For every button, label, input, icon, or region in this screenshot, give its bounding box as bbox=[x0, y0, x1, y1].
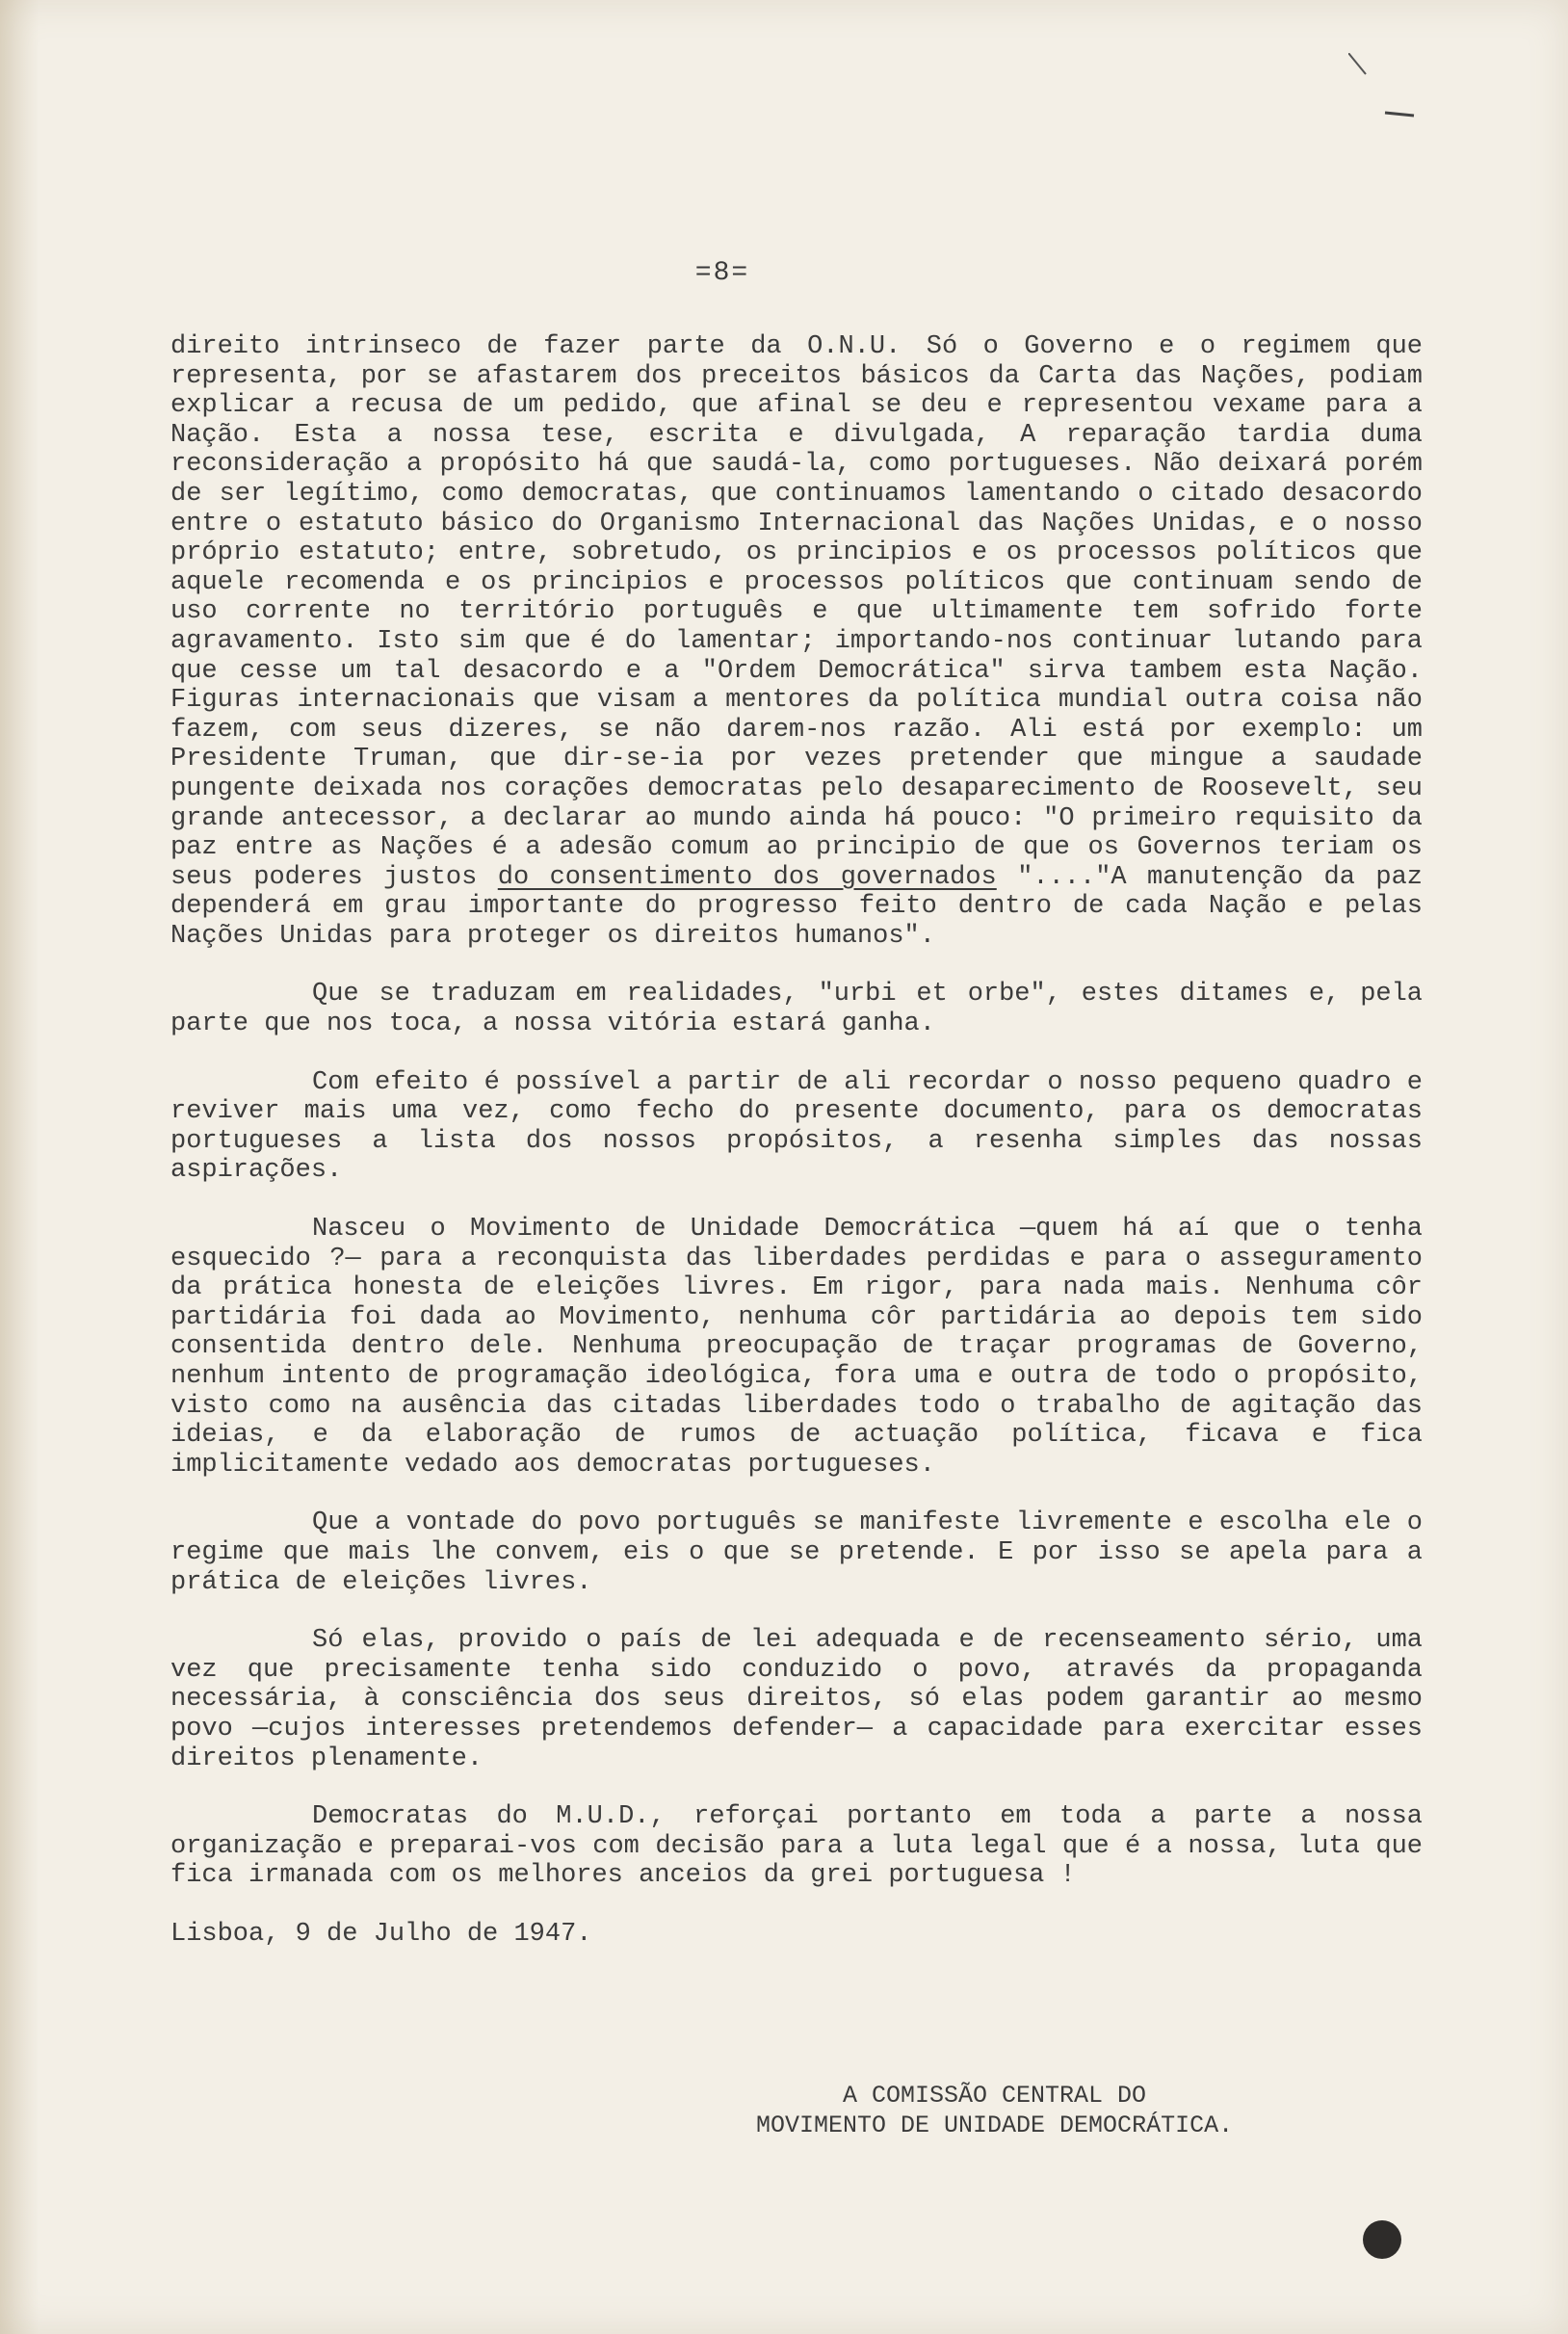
date-line: Lisboa, 9 de Julho de 1947. bbox=[170, 1919, 592, 1949]
page-number: =8= bbox=[694, 258, 750, 288]
signature-line-1: A COMISSÃO CENTRAL DO bbox=[843, 2082, 1147, 2110]
paper-edge-shadow bbox=[0, 0, 39, 2334]
signature-line-2: MOVIMENTO DE UNIDADE DEMOCRÁTICA. bbox=[756, 2111, 1234, 2139]
punch-hole-icon bbox=[1363, 2220, 1401, 2259]
pencil-mark-icon bbox=[1348, 53, 1416, 120]
paragraph-1-start: direito intrinseco de fazer parte da O.N.U. Só o Governo e o regimem que representa, por se afastarem dos preceitos básicos da Carta das Nações, podiam explicar a recusa de um pedido, que afinal se deu e representou vexame para a Nação. Esta a nossa tese, escrita e divulgada, A reparação tardia duma reconsideração a propósito há que saudá-la, como portugueses. Não deixará porém de ser legítimo, como democratas, que continuamos lamentando o citado desacordo entre o estatuto básico do Organismo Internacional das Nações Unidas, e o nosso próprio estatuto; entre, sobretudo, os principios e os processos políticos que aquele recomenda e os principios e processos políticos que continuam sendo de uso corrente no território português e que ultimamente tem sofrido forte agravamento. Isto sim que é do lamentar; importando-nos continuar lutando para que cesse um tal desacordo e a "Ordem Democrática" sirva tambem esta Nação. Figuras internacionais que visam a mentores da política mundial outra coisa não fazem, com seus dizeres, se não darem-nos razão. Ali está por exemplo: um Presidente Truman, que dir-se-ia por vezes pretender que mingue a saudade pungente deixada nos corações democratas pelo desaparecimento de Roosevelt, seu grande antecessor, a declarar ao mundo ainda há pouco: "O primeiro requisito da paz entre as Nações é a adesão comum ao principio de que os Governos teriam os seus poderes justos bbox=[170, 332, 1423, 892]
paragraph-1 bbox=[170, 332, 1423, 951]
paragraph-1-end: "...."A manutenção da paz dependerá em grau importante do progresso feito dentro de cada Nação e pelas Nações Unidas para proteger os direitos humanos". bbox=[170, 862, 1423, 951]
underlined-quote: do consentimento dos governados bbox=[497, 862, 997, 892]
paragraph-4: Nasceu o Movimento de Unidade Democrática —quem há aí que o tenha esquecido ?— para a reconquista das liberdades perdidas e para o asseguramento da prática honesta de eleições livres. Em rigor, para nada mais. Nenhuma côr partidária foi dada ao Movimento, nenhuma côr partidária ao depois tem sido consentida dentro dele. Nenhuma preocupação de traçar programas de Governo, nenhum intento de programação ideológica, fora uma e outra de todo o propósito, visto como na ausência das citadas liberdades todo o trabalho de agitação das ideias, e da elaboração de rumos de actuação política, ficava e fica implicitamente vedado aos democratas portugueses. bbox=[170, 1215, 1423, 1480]
document-body bbox=[170, 332, 1423, 1950]
signature-block bbox=[756, 2081, 1372, 2140]
paragraph-7: Democratas do M.U.D., reforçai portanto em toda a parte a nossa organização e preparai-vos com decisão para a luta legal que é a nossa, luta que fica irmanada com os melhores anceios da grei portuguesa ! bbox=[170, 1802, 1423, 1891]
paragraph-5: Que a vontade do povo português se manifeste livremente e escolha ele o regime que mais lhe convem, eis o que se pretende. E por isso se apela para a prática de eleições livres. bbox=[170, 1508, 1423, 1597]
paragraph-6: Só elas, provido o país de lei adequada e de recenseamento sério, uma vez que precisamente tenha sido conduzido o povo, através da propaganda necessária, à consciência dos seus direitos, só elas podem garantir ao mesmo povo —cujos interesses pretendemos defender— a capacidade para exercitar esses direitos plenamente. bbox=[170, 1626, 1423, 1773]
paragraph-2: Que se traduzam em realidades, "urbi et orbe", estes ditames e, pela parte que nos toca, a nossa vitória estará ganha. bbox=[170, 980, 1423, 1039]
paragraph-3: Com efeito é possível a partir de ali recordar o nosso pequeno quadro e reviver mais uma vez, como fecho do presente documento, para os democratas portugueses a lista dos nossos propósitos, a resenha simples das nossas aspirações. bbox=[170, 1067, 1423, 1186]
